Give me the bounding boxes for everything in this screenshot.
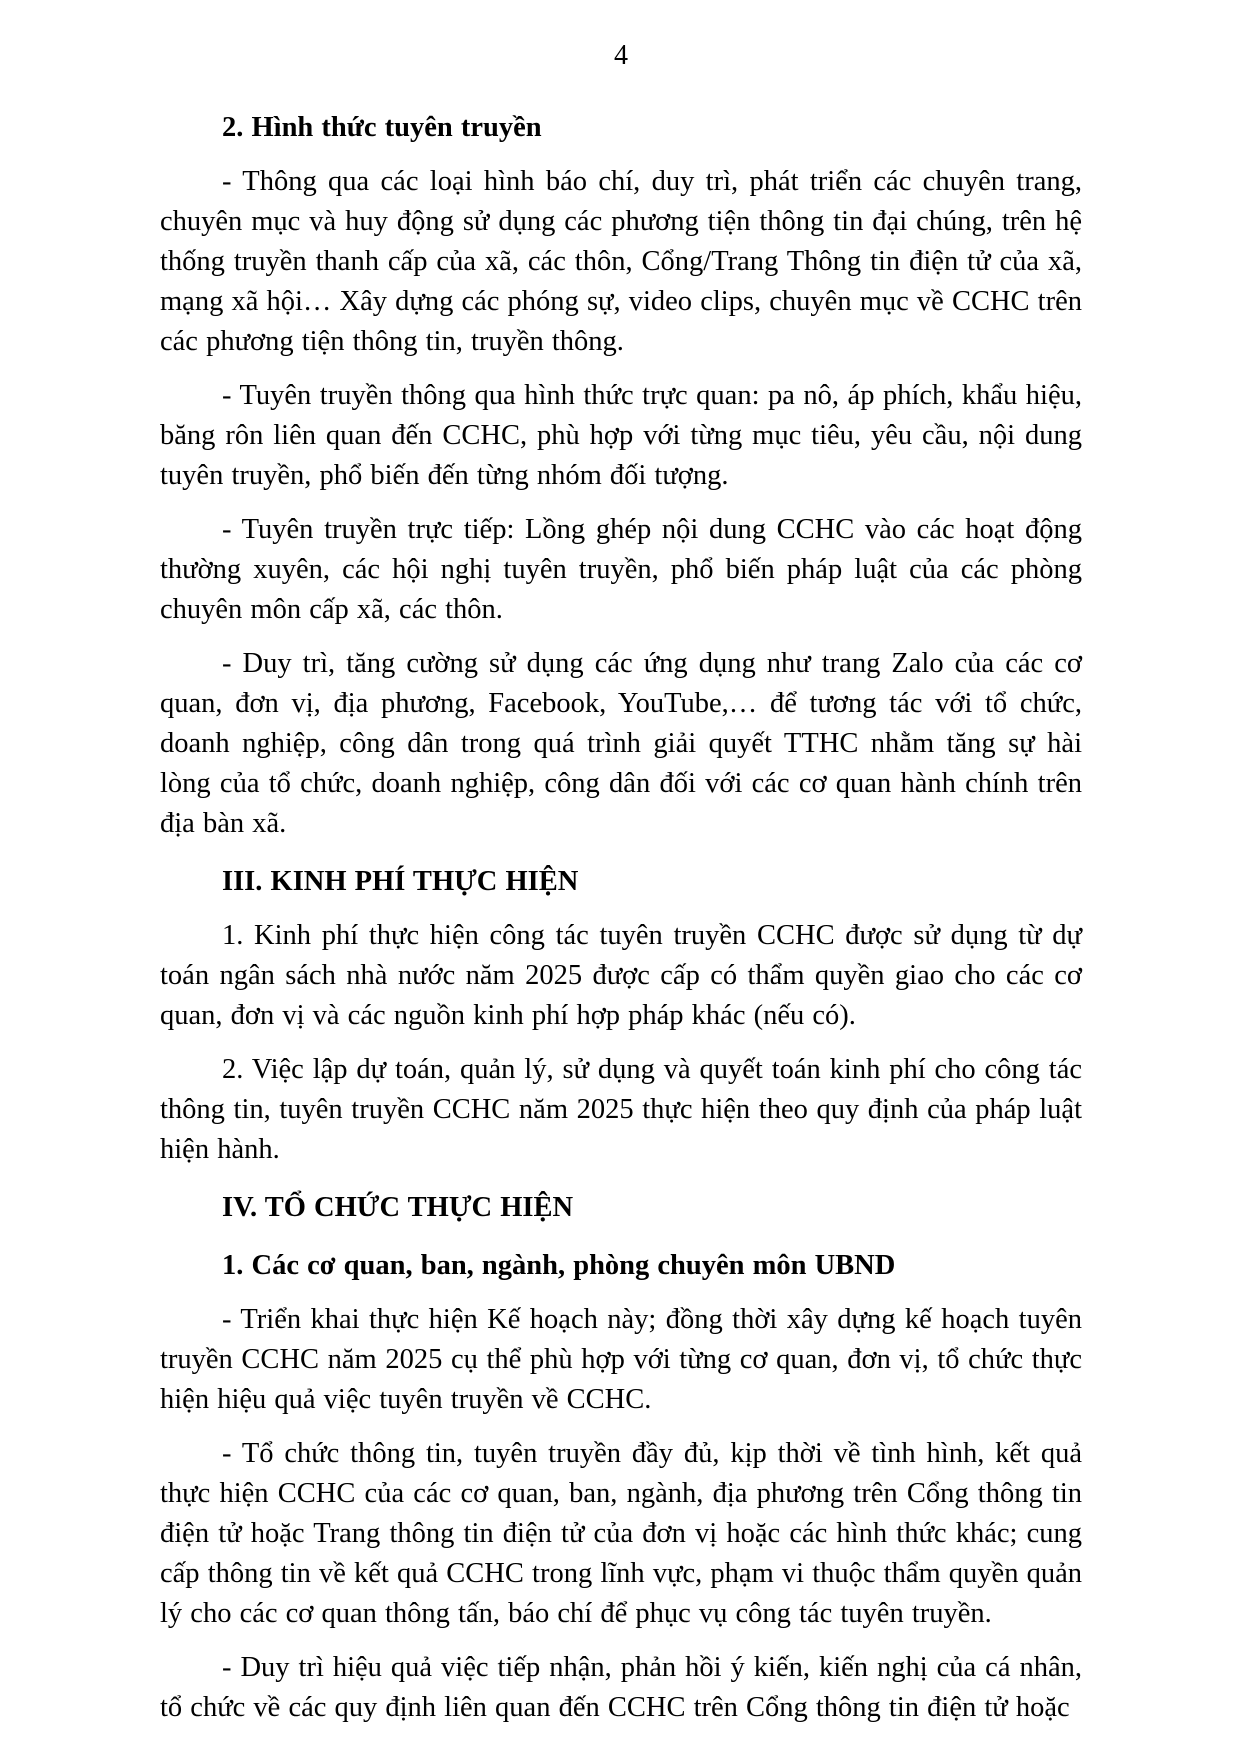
document-body — [160, 108, 1082, 1728]
heading-hinh-thuc-tuyen-truyen: 2. Hình thức tuyên truyền — [222, 112, 542, 143]
paragraph-duy-tri-tiep-nhan: - Duy trì hiệu quả việc tiếp nhận, phản hồi ý kiến, kiến nghị của cá nhân, tổ chức về các quy định liên quan đến CCHC trên Cổng thông tin điện tử hoặc — [160, 1652, 1082, 1723]
paragraph-kinh-phi-2: 2. Việc lập dự toán, quản lý, sử dụng và quyết toán kinh phí cho công tác thông tin, tuyên truyền CCHC năm 2025 thực hiện theo quy định của pháp luật hiện hành. — [160, 1054, 1082, 1165]
paragraph-trien-khai-ke-hoach: - Triển khai thực hiện Kế hoạch này; đồng thời xây dựng kế hoạch tuyên truyền CCHC năm 2025 cụ thể phù hợp với từng cơ quan, đơn vị, tổ chức thực hiện hiệu quả việc tuyên truyền về CCHC. — [160, 1304, 1082, 1415]
paragraph-to-chuc-thong-tin: - Tổ chức thông tin, tuyên truyền đầy đủ, kịp thời về tình hình, kết quả thực hiện CCHC của các cơ quan, ban, ngành, địa phương trên Cổng thông tin điện tử hoặc Trang thông tin điện tử của đơn vị hoặc các hình thức khác; cung cấp thông tin về kết quả CCHC trong lĩnh vực, phạm vi thuộc thẩm quyền quản lý cho các cơ quan thông tấn, báo chí để phục vụ công tác tuyên truyền. — [160, 1438, 1082, 1629]
paragraph-thong-qua-bao-chi: - Thông qua các loại hình báo chí, duy trì, phát triển các chuyên trang, chuyên mục và huy động sử dụng các phương tiện thông tin đại chúng, trên hệ thống truyền thanh cấp của xã, các thôn, Cổng/Trang Thông tin điện tử của xã, mạng xã hội… Xây dựng các phóng sự, video clips, chuyên mục về CCHC trên các phương tiện thông tin, truyền thông. — [160, 166, 1082, 357]
page-number: 4 — [614, 40, 628, 71]
paragraph-truc-quan: - Tuyên truyền thông qua hình thức trực quan: pa nô, áp phích, khẩu hiệu, băng rôn liên quan đến CCHC, phù hợp với từng mục tiêu, yêu cầu, nội dung tuyên truyền, phổ biến đến từng nhóm đối tượng. — [160, 380, 1082, 491]
paragraph-kinh-phi-1: 1. Kinh phí thực hiện công tác tuyên truyền CCHC được sử dụng từ dự toán ngân sách nhà nước năm 2025 được cấp có thẩm quyền giao cho các cơ quan, đơn vị và các nguồn kinh phí hợp pháp khác (nếu có). — [160, 920, 1082, 1031]
paragraph-ung-dung-zalo: - Duy trì, tăng cường sử dụng các ứng dụng như trang Zalo của các cơ quan, đơn vị, địa phương, Facebook, YouTube,… để tương tác với tổ chức, doanh nghiệp, công dân trong quá trình giải quyết TTHC nhằm tăng sự hài lòng của tổ chức, doanh nghiệp, công dân đối với các cơ quan hành chính trên địa bàn xã. — [160, 648, 1082, 839]
heading-cac-co-quan-ubnd: 1. Các cơ quan, ban, ngành, phòng chuyên môn UBND — [222, 1250, 896, 1281]
heading-kinh-phi-thuc-hien: III. KINH PHÍ THỰC HIỆN — [222, 866, 579, 897]
heading-to-chuc-thuc-hien: IV. TỔ CHỨC THỰC HIỆN — [222, 1192, 574, 1223]
paragraph-truc-tiep: - Tuyên truyền trực tiếp: Lồng ghép nội dung CCHC vào các hoạt động thường xuyên, các hội nghị tuyên truyền, phổ biến pháp luật của các phòng chuyên môn cấp xã, các thôn. — [160, 514, 1082, 625]
